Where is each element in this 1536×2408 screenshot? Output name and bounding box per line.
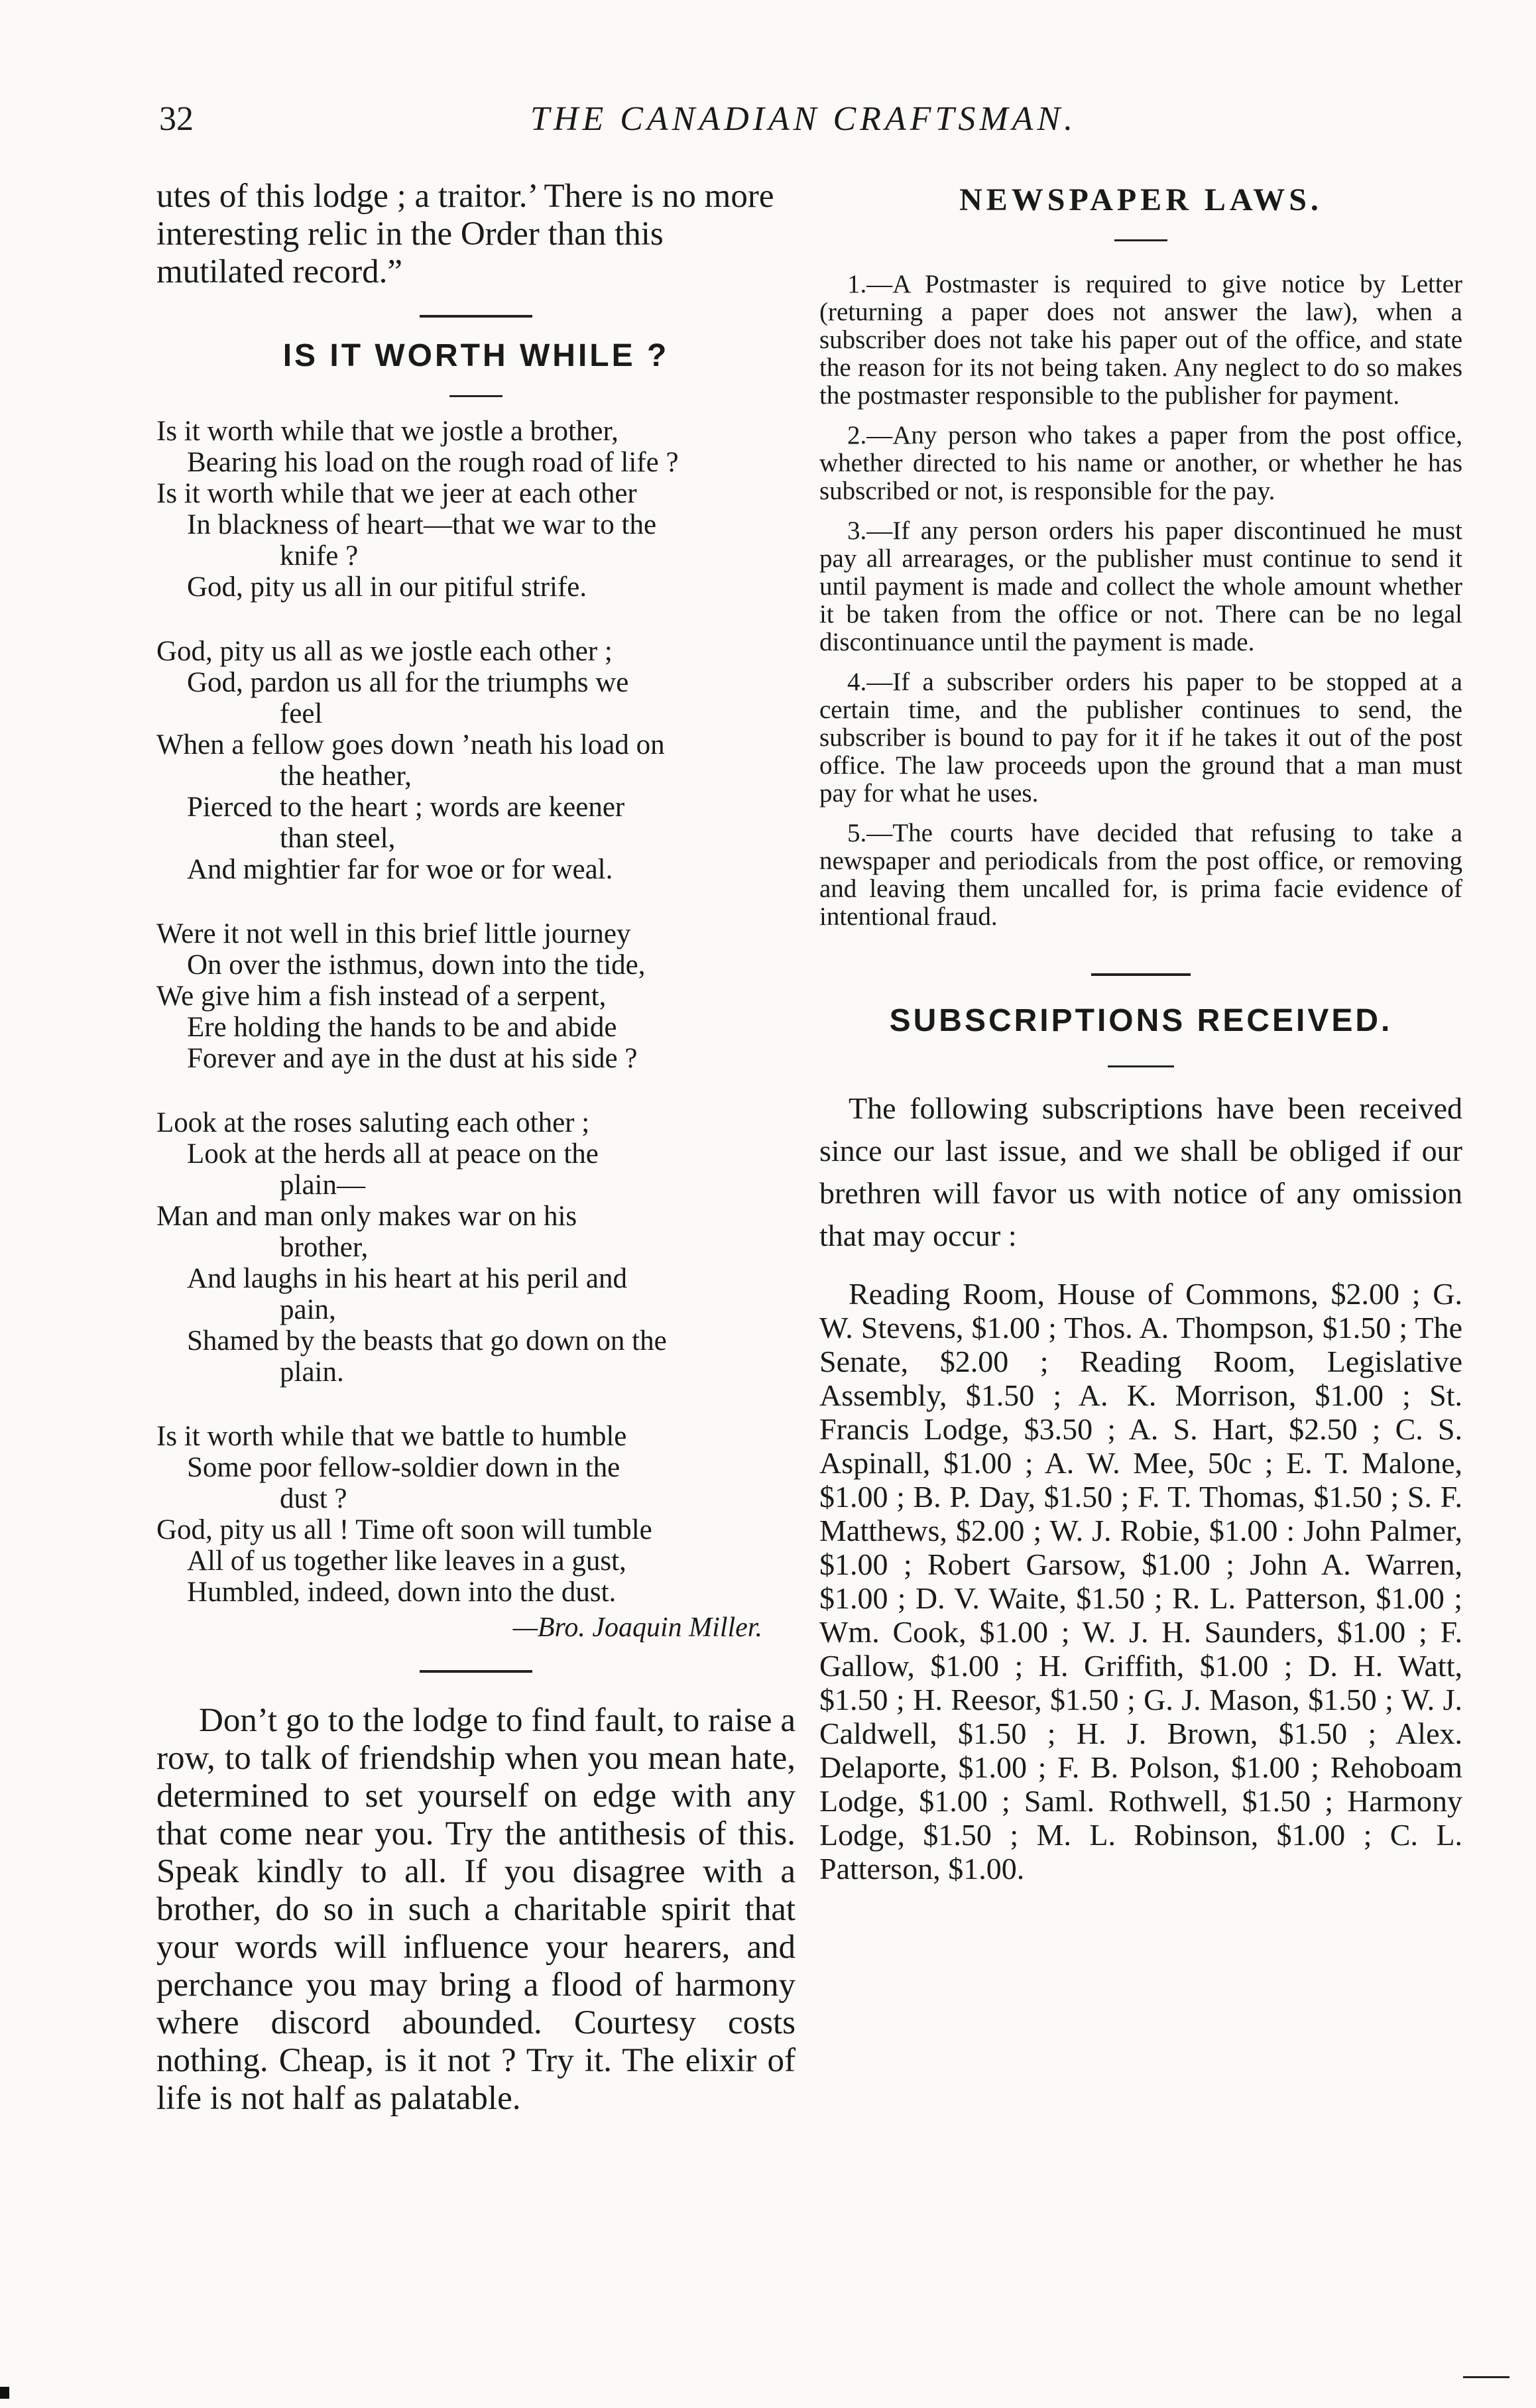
subscriptions-title: SUBSCRIPTIONS RECEIVED. [889,1003,1393,1038]
publication-title: THE CANADIAN CRAFTSMAN. [530,100,1077,138]
law-item: 1.—A Postmaster is required to give notice by Letter (returning a paper does not answer the law), when a subscriber does not take his paper out of the office, and state the reason for its not being taken. Any neglect to do so makes the postmaster responsible to the publisher for payment. [819,270,1462,410]
poem-line: pain, [280,1294,336,1325]
essay-paragraph: Don’t go to the lodge to find fault, to raise a row, to talk of friendship when you mean hate, determined to set yourself on edge with any that come near you. Try the antithesis of this. Speak kindly to all. If you disagree with a brother, do so in such a charitable spirit that your words will influence your hearers, and perchance you may bring a flood of harmony where discord abounded. Courtesy costs nothing. Cheap, is it not ? Try it. The elixir of life is not half as palatable. [156,1702,796,2117]
poem-line: In blackness of heart—that we war to the [187,509,657,540]
poem-line: Pierced to the heart ; words are keener [187,792,625,823]
poem-line: knife ? [280,540,359,572]
poem-line: God, pity us all as we jostle each other ; [156,636,613,667]
poem-stanza [156,1107,796,1388]
poem-line: than steel, [280,823,396,854]
poem-line: Were it not well in this brief little journey [156,918,631,949]
poem-line: plain— [280,1170,365,1201]
page-number: 32 [159,100,194,138]
poem-line: When a fellow goes down ’neath his load on [156,729,665,760]
divider-rule [1114,239,1167,241]
poem-line: God, pity us all in our pitiful strife. [187,572,587,603]
poem-stanza [156,636,796,885]
poem-line: Is it worth while that we jeer at each other [156,478,637,509]
continued-text: utes of this lodge ; a traitor.’ There is no more interesting relic in the Order than this mutilated record.” [156,178,774,290]
poem-line: dust ? [280,1483,347,1514]
poem-line: feel [280,698,323,729]
poem-line: And mightier far for woe or for weal. [187,854,613,885]
poem-line: Humbled, indeed, down into the dust. [187,1577,617,1608]
newspaper-laws-title: NEWSPAPER LAWS. [959,182,1323,217]
poem-stanza [156,416,796,603]
subscriptions-intro: The following subscriptions have been received since our last issue, and we shall be obliged if our brethren will favor us with notice of any omission that may occur : [819,1091,1462,1252]
divider-rule [420,1670,532,1673]
poem-line: God, pardon us all for the triumphs we [187,667,629,698]
poem-stanza [156,1421,796,1608]
poem-line: brother, [280,1232,369,1263]
page-header [159,99,1432,152]
footer-rule [1463,2376,1509,2378]
poem-line: Shamed by the beasts that go down on the [187,1325,667,1356]
poem-line: Look at the roses saluting each other ; [156,1107,590,1138]
left-column [156,178,796,2118]
poem-line: We give him a fish instead of a serpent, [156,981,607,1012]
poem-line: Ere holding the hands to be and abide [187,1012,617,1043]
poem-line: Man and man only makes war on his [156,1201,577,1232]
law-item: 4.—If a subscriber orders his paper to be stopped at a certain time, and the publisher continues to send, the subscriber is bound to pay for it if he takes it out of the post office. The law proceeds upon the ground that a man must pay for what he uses. [819,668,1462,808]
poem-line: the heather, [280,760,412,792]
divider-rule [1108,1065,1174,1067]
law-item: 3.—If any person orders his paper discontinued he must pay all arrearages, or the publisher must continue to send it until payment is made and collect the whole amount whether it be taken from the office or not. There can be no legal discontinuance until the payment is made. [819,516,1462,656]
right-column [819,178,1462,1886]
poem-title: IS IT WORTH WHILE ? [282,338,670,373]
poem-stanza [156,918,796,1074]
law-item: 5.—The courts have decided that refusing to take a newspaper and periodicals from the post office, or removing and leaving them uncalled for, is prima facie evidence of intentional fraud. [819,819,1462,931]
poem-line: And laughs in his heart at his peril and [187,1263,627,1294]
poem-line: Look at the herds all at peace on the [187,1138,599,1170]
law-item: 2.—Any person who takes a paper from the post office, whether directed to his name or another, or whether he has subscribed or not, is responsible for the pay. [819,421,1462,505]
poem-line: Some poor fellow-soldier down in the [187,1452,620,1483]
divider-rule [449,395,502,397]
poem-line: On over the isthmus, down into the tide, [187,949,646,981]
subscriptions-list: Reading Room, House of Commons, $2.00 ; G. W. Stevens, $1.00 ; Thos. A. Thompson, $1.50 ; The Senate, $2.00 ; Reading Room, Legislative Assembly, $1.50 ; A. K. Morrison, $1.00 ; St. Francis Lodge, $3.50 ; A. S. Hart, $2.50 ; C. S. Aspinall, $1.00 ; A. W. Mee, 50c ; E. T. Malone, $1.00 ; B. P. Day, $1.50 ; F. T. Thomas, $1.50 ; S. F. Matthews, $2.00 ; W. J. Robie, $1.00 : John Palmer, $1.00 ; Robert Garsow, $1.00 ; John A. Warren, $1.00 ; D. V. Waite, $1.50 ; R. L. Patterson, $1.00 ; Wm. Cook, $1.00 ; W. J. H. Saunders, $1.00 ; F. Gallow, $1.00 ; H. Griffith, $1.00 ; D. H. Watt, $1.50 ; H. Reesor, $1.50 ; G. J. Mason, $1.50 ; W. J. Caldwell, $1.50 ; H. J. Brown, $1.50 ; Alex. Delaporte, $1.00 ; F. B. Polson, $1.00 ; Rehoboam Lodge, $1.00 ; Saml. Rothwell, $1.50 ; Harmony Lodge, $1.50 ; M. L. Robinson, $1.00 ; C. L. Patterson, $1.00. [819,1277,1462,1886]
poem-line: God, pity us all ! Time oft soon will tumble [156,1514,652,1545]
poem-line: Bearing his load on the rough road of life ? [187,447,679,478]
margin-mark [0,2387,9,2399]
poem-line: Is it worth while that we jostle a brother, [156,416,619,447]
divider-rule [1091,973,1191,976]
poem-line: Is it worth while that we battle to humble [156,1421,627,1452]
divider-rule [420,315,532,318]
poem-attribution: —Bro. Joaquin Miller. [512,1612,762,1643]
poem-line: plain. [280,1356,344,1388]
poem-line: Forever and aye in the dust at his side ? [187,1043,638,1074]
poem-line: All of us together like leaves in a gust, [187,1545,626,1577]
